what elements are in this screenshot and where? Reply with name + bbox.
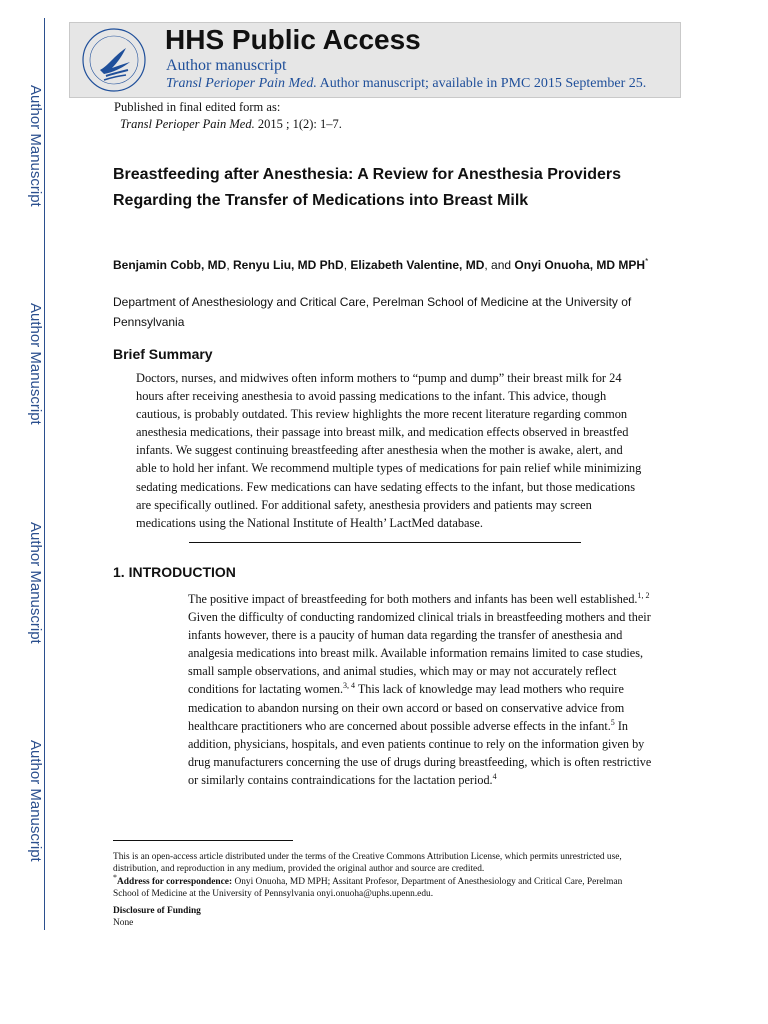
published-journal: Transl Perioper Pain Med. <box>120 117 255 131</box>
funding-text: None <box>113 917 134 928</box>
published-label: Published in final edited form as: <box>114 100 281 114</box>
citation-ref: 1, 2 <box>637 590 650 600</box>
citation-ref: 4 <box>492 771 497 781</box>
license-footnote: This is an open-access article distributed under the terms of the Creative Commons Attribution License, which permits unrestricted use, distribution, and reproduction in any medium, provided the original author and source are credited. <box>113 852 622 874</box>
author-name: Renyu Liu, MD PhD <box>233 258 344 272</box>
hhs-public-access-title: HHS Public Access <box>165 24 421 55</box>
correspondence-text: Onyi Onuoha, MD MPH; Assitant Profesor, Department of Anesthesiology and Critical Care, Perelman School of Medicine at the University of Pennsylvania onyi.onuoha@uphs.upenn.edu. <box>113 877 623 899</box>
published-in-block <box>114 99 342 133</box>
side-label-author-manuscript: Author Manuscript <box>27 303 44 425</box>
introduction-paragraph: The positive impact of breastfeeding for both mothers and infants has been well established.$^{1, 2}$ Given the difficulty of conducting randomized clinical trials in breastfeeding mothers and their infants however, there is a paucity of human data regarding the transfer of anesthesia and analgesia medications into breast milk. Available information remains limited to case studies, small sample observations, and animal studies, which may or may not accurately reflect conditions for lactating women.$^{3, 4}$ This lack of knowledge may lead mothers who require medication to abandon nursing on their own accord or based on conservative advice from healthcare practitioners who are concerned about possible adverse effects in the infant.$^5$ In addition, physicians, hospitals, and even patients continue to rely on the information given by drug manufacturers concerning the use of drugs during breastfeeding, which is often restrictive or similarly contains contraindications for the lactation period.$^4$ <box>188 590 652 787</box>
correspondence-mark: * <box>113 872 117 882</box>
margin-rule <box>44 18 45 930</box>
journal-name: Transl Perioper Pain Med. <box>166 76 317 91</box>
author-manuscript-subtitle: Author manuscript <box>166 57 287 74</box>
author-name: Benjamin Cobb, MD <box>113 258 227 272</box>
hhs-eagle-logo <box>80 26 148 94</box>
published-details: 2015 ; 1(2): 1–7. <box>254 117 342 131</box>
author-name: Elizabeth Valentine, MD <box>350 258 485 272</box>
citation-ref: 3, 4 <box>343 681 356 691</box>
footnote-divider <box>113 840 293 841</box>
corresponding-author-mark: * <box>645 257 649 266</box>
author-list <box>113 257 673 274</box>
citation-ref: 5 <box>610 717 615 727</box>
correspondence-footnote <box>113 872 633 900</box>
citation-details: Author manuscript; available in PMC 2015 September 25. <box>316 76 647 91</box>
section-divider <box>189 542 581 543</box>
brief-summary-text: Doctors, nurses, and midwives often inform mothers to “pump and dump” their breast milk for 24 hours after receiving anesthesia to avoid passing medications to the infant. This advice, though cautious, is probably outdated. This review highlights the more recent literature regarding common anesthesia medications, their passage into breast milk, and medication effects observed in breastfed infants. We suggest continuing breastfeeding after anesthesia when the mother is awake, alert, and able to hold her infant. We recommend multiple types of medications for pain relief while minimizing sedating medications. Few medications can have sedating effects to the infant, but those medications are specifically outlined. For additional safety, anesthesia providers and patients may screen medications using the National Institute of Health’ LactMed database. <box>136 371 642 530</box>
introduction-heading: 1. INTRODUCTION <box>113 564 236 580</box>
funding-disclosure <box>113 906 633 929</box>
funding-label: Disclosure of Funding <box>113 906 201 916</box>
side-label-author-manuscript: Author Manuscript <box>27 740 44 862</box>
published-citation <box>114 116 342 133</box>
correspondence-label: Address for correspondence: <box>117 877 233 887</box>
author-affiliation: Department of Anesthesiology and Critical Care, Perelman School of Medicine at the University of Pennsylvania <box>113 295 632 329</box>
hhs-header-banner <box>69 22 681 98</box>
journal-citation <box>166 76 646 92</box>
author-separator: , <box>226 258 234 272</box>
brief-summary-heading: Brief Summary <box>113 346 213 362</box>
author-name: Onyi Onuoha, MD MPH <box>514 258 646 272</box>
side-label-author-manuscript: Author Manuscript <box>27 522 44 644</box>
article-title: Breastfeeding after Anesthesia: A Review for Anesthesia Providers Regarding the Transfer of Medications into Breast Milk <box>113 166 622 209</box>
side-label-author-manuscript: Author Manuscript <box>27 85 44 207</box>
author-separator: , <box>343 258 351 272</box>
author-separator: , and <box>484 258 515 272</box>
